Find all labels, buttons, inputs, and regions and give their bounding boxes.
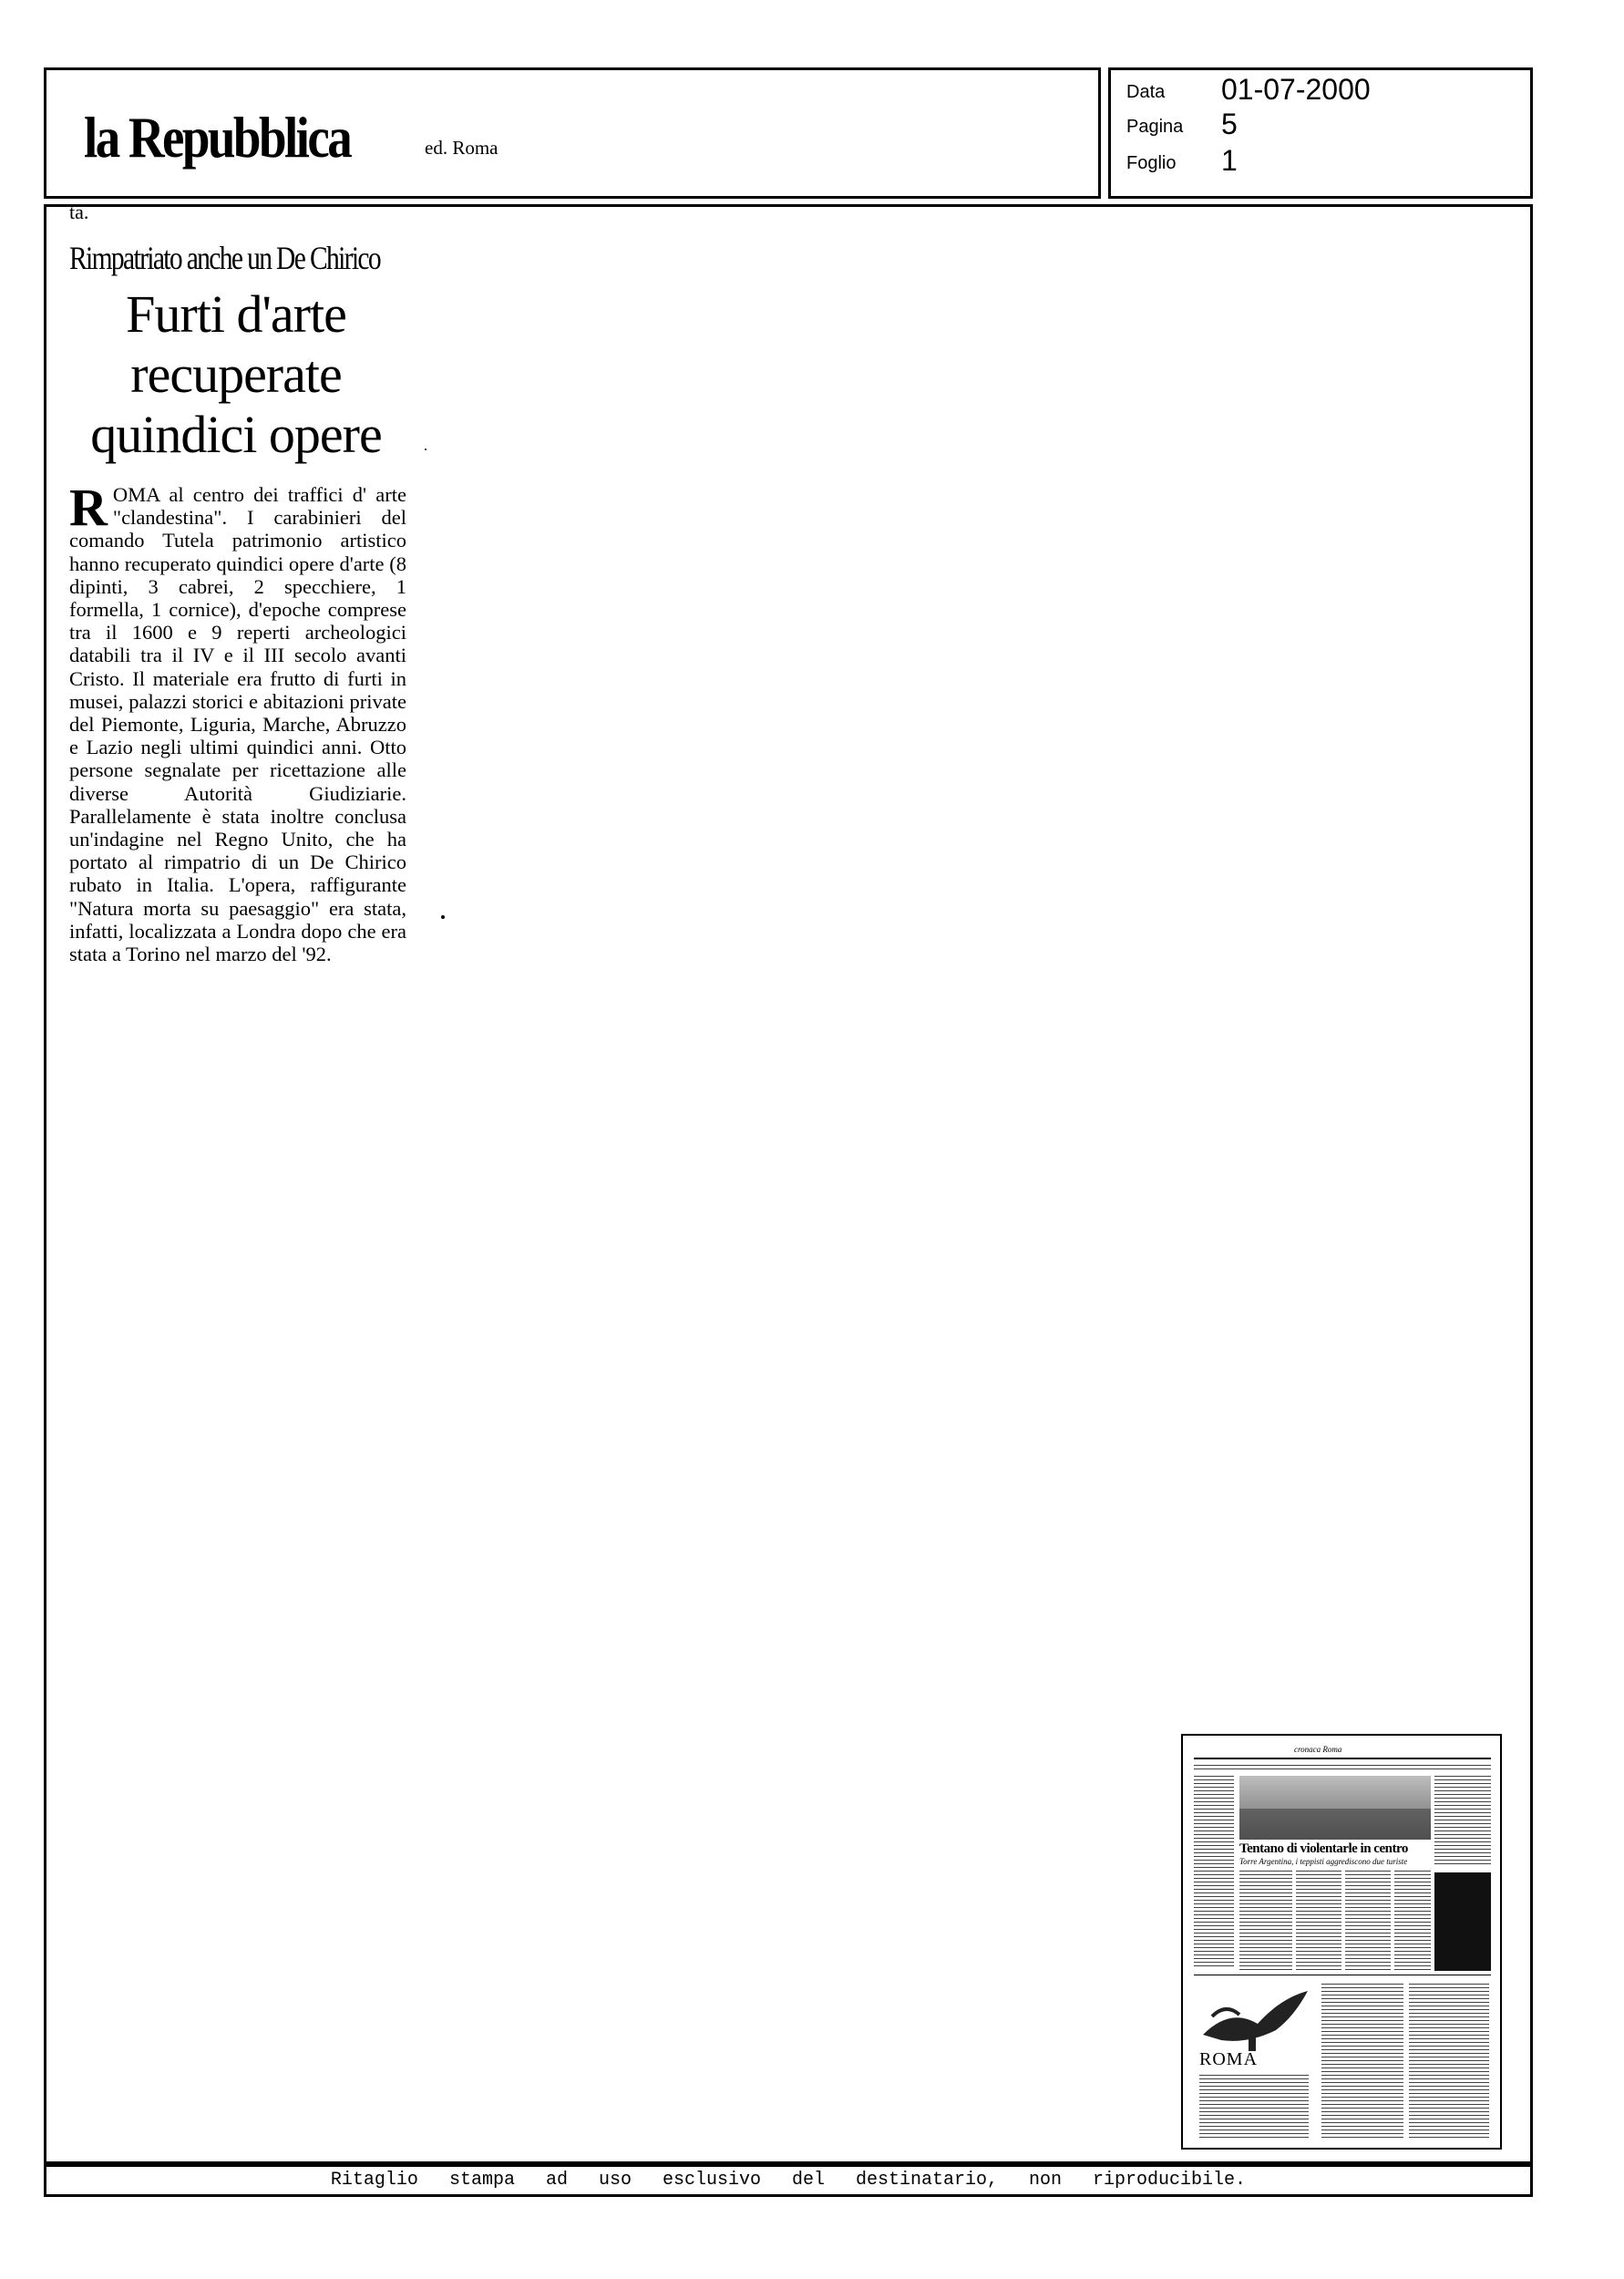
stray-mark bbox=[441, 915, 445, 919]
thumb-section-title: cronaca Roma bbox=[1294, 1745, 1342, 1754]
article-body-text: OMA al centro dei traffici d' arte "clandestina". I carabinieri del comando Tutela patrimonio artistico hanno recuperato quindici opere d'arte (8 dipinti, 3 cabrei, 2 specchiere, 1 formella, 1 cornice), d'epoche comprese tra il 1600 e 9 reperti archeologici databili tra il IV e il III secolo avanti Cristo. Il materiale era frutto di furti in musei, palazzi storici e abitazioni private del Piemonte, Liguria, Marche, Abruzzo e Lazio negli ultimi quindici anni. Otto persone segnalate per ricettazione alle diverse Autorità Giudiziarie. Parallelamente è stata inoltre conclusa un'indagine nel Regno Unito, che ha portato al rimpatrio di un De Chirico rubato in Italia. L'opera, raffigurante "Natura morta su paesaggio" era stata, infatti, localizzata a Londra dopo che era stata a Torino nel marzo del '92. bbox=[69, 483, 406, 966]
thumb-text-block bbox=[1394, 1871, 1431, 1971]
thumb-text-block bbox=[1345, 1871, 1391, 1971]
thumb-headline: Tentano di violentarle in centro bbox=[1239, 1841, 1408, 1856]
thumb-text-block bbox=[1194, 1776, 1234, 1967]
article-headline: Furti d'arte recuperate quindici opere bbox=[90, 284, 382, 464]
thumb-rule bbox=[1194, 1758, 1491, 1759]
thumb-text-block bbox=[1239, 1871, 1292, 1971]
thumb-text-block bbox=[1194, 1765, 1491, 1772]
newspaper-masthead: la Repubblica bbox=[84, 105, 351, 170]
page-thumbnail bbox=[1181, 1734, 1502, 2150]
pagina-label: Pagina bbox=[1126, 117, 1184, 137]
edition-label: ed. Roma bbox=[425, 137, 499, 159]
drop-cap: R bbox=[69, 478, 108, 537]
thumb-text-block bbox=[1409, 1984, 1489, 2139]
stray-mark bbox=[425, 449, 427, 450]
foglio-label: Foglio bbox=[1126, 153, 1177, 173]
thumb-ad-word: ROMA bbox=[1199, 2049, 1259, 2069]
data-value: 01-07-2000 bbox=[1221, 73, 1371, 106]
thumb-sculpture-image bbox=[1194, 1980, 1321, 2053]
data-label: Data bbox=[1126, 82, 1166, 102]
article-body bbox=[69, 478, 406, 966]
cut-previous-text: ta. bbox=[69, 206, 89, 219]
footer-notice: Ritaglio stampa ad uso esclusivo del destinatario, non riproducibile. bbox=[330, 2170, 1247, 2191]
article-paragraph bbox=[69, 478, 406, 966]
foglio-value: 1 bbox=[1221, 144, 1238, 177]
thumb-dark-box bbox=[1434, 1872, 1491, 1971]
thumb-subheadline: Torre Argentina, i teppisti aggrediscono due turiste bbox=[1239, 1857, 1408, 1866]
thumb-text-block bbox=[1296, 1871, 1341, 1971]
pagina-value: 5 bbox=[1221, 108, 1238, 140]
article-kicker: Rimpatriato anche un De Chirico bbox=[69, 240, 381, 276]
thumb-text-block bbox=[1199, 2075, 1309, 2139]
thumb-text-block bbox=[1321, 1984, 1403, 2139]
thumb-photo-shadow bbox=[1239, 1809, 1431, 1840]
thumb-text-block bbox=[1434, 1776, 1491, 1867]
